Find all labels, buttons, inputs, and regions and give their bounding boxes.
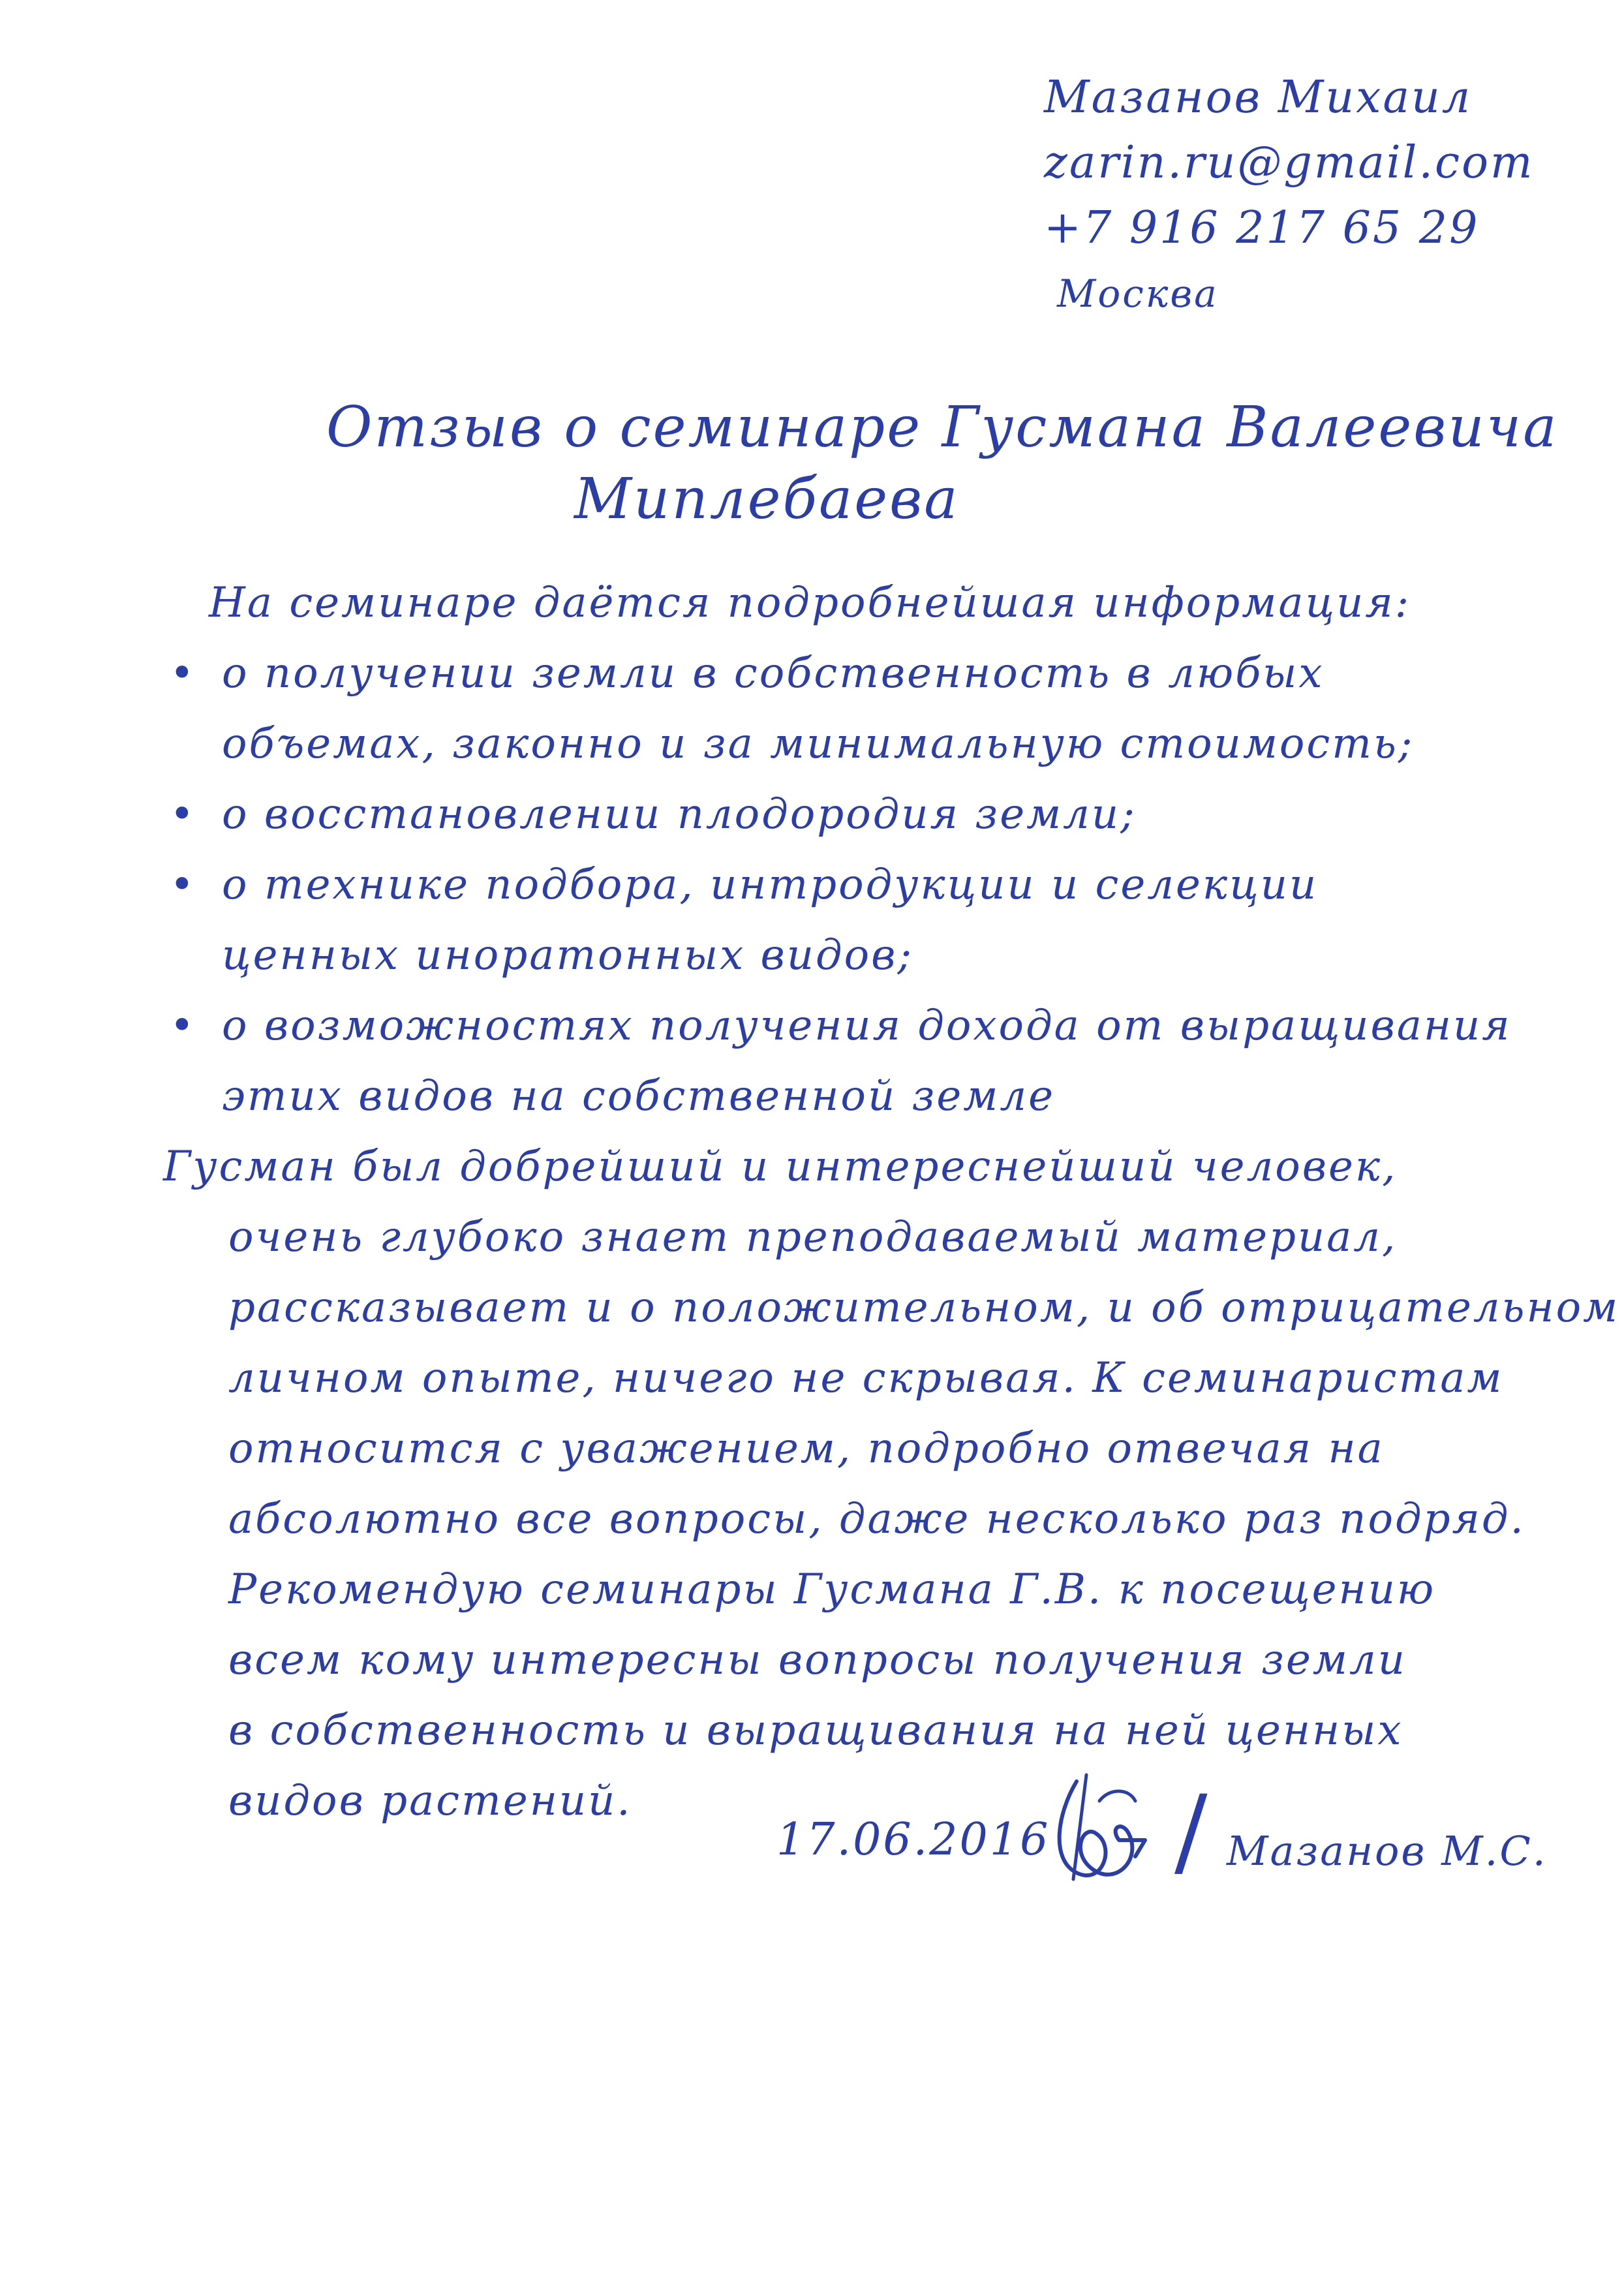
signature-name: Мазанов М.С. [1227,1827,1548,1875]
letter-body [163,568,1619,1836]
sender-city: Москва [1057,271,1219,316]
bullet-list [163,638,1619,1131]
bullet-line: • о восстановлении плодородия земли; [222,790,1137,838]
paragraph-line: в собственность и выращивания на ней ценных [228,1706,1403,1755]
bullet-item [163,779,1619,850]
paragraph-line: Рекомендую семинары Гусмана Г.В. к посещению [228,1565,1436,1614]
bullet-line: этих видов на собственной земле [222,1072,1055,1120]
bullet-line: объемах, законно и за минимальную стоимость; [222,720,1415,768]
bullet-line: • о получении земли в собственность в любых [222,649,1325,698]
paragraph-line: личном опыте, ничего не скрывая. К семинаристам [228,1354,1504,1402]
paragraph-line: абсолютно все вопросы, даже несколько раз подряд. [228,1495,1525,1543]
paragraph-line: рассказывает и о положительном, и об отрицательном [228,1284,1620,1332]
bullet-line: • о технике подбора, интродукции и селекции [222,861,1319,909]
bullet-item [163,991,1619,1131]
title-line-2: Миплебаева [574,467,960,532]
signature-date: 17.06.2016 [776,1814,1050,1866]
paragraph-line: видов растений. [228,1777,632,1825]
bullet-item [163,638,1619,779]
paragraph-line: относится с уважением, подробно отвечая на [228,1424,1385,1473]
title-line-1: Отзыв о семинаре Гусмана Валеевича [326,395,1559,460]
paragraph-line: всем кому интересны вопросы получения земли [228,1636,1407,1684]
body-intro: На семинаре даётся подробнейшая информация: [209,579,1411,627]
bullet-line: • о возможностях получения дохода от выращивания [222,1002,1512,1050]
sender-phone: +7 916 217 65 29 [1044,202,1480,254]
signature-separator: / [1174,1775,1210,1888]
paragraph-line: Гусман был добрейший и интереснейший человек, [163,1143,1398,1191]
sender-block [1044,65,1535,326]
handwritten-signature-icon [1037,1762,1181,1905]
sender-email: zarin.ru@gmail.com [1044,137,1535,189]
letter-title [326,392,1559,535]
review-paragraph [163,1131,1619,1836]
paragraph-line: очень глубоко знает преподаваемый материал, [228,1213,1398,1261]
sender-name: Мазанов Михаил [1044,72,1473,123]
bullet-line: ценных иноратонных видов; [222,931,913,979]
bullet-item [163,850,1619,991]
